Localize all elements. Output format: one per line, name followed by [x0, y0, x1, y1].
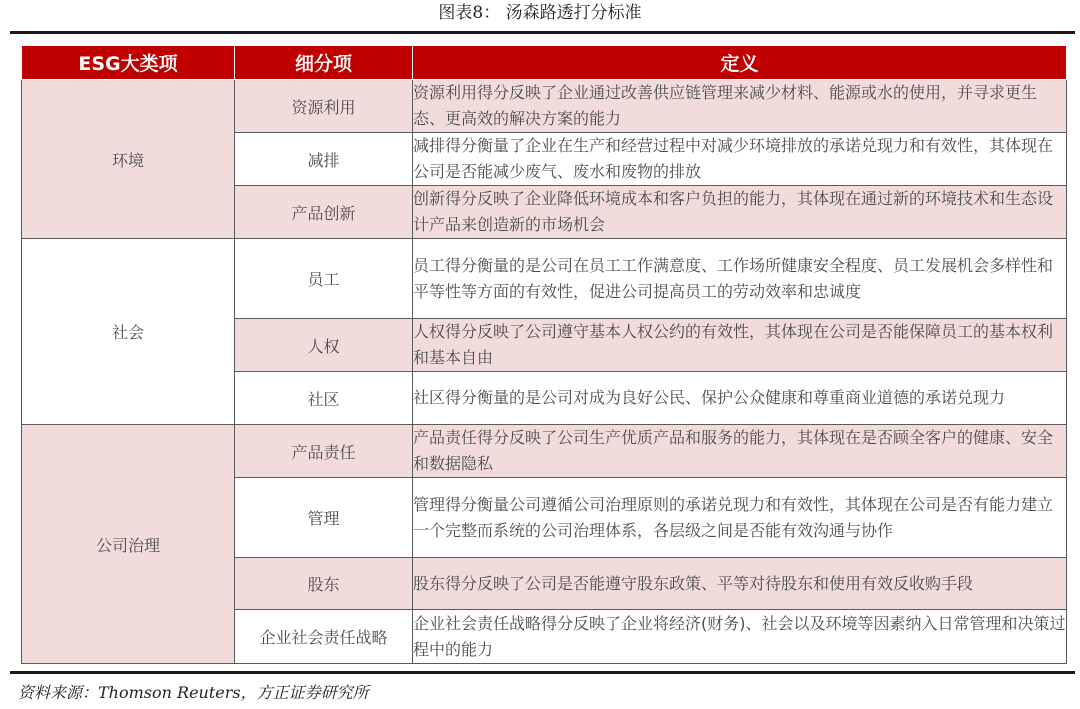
figure-caption: 图表8： 汤森路透打分标准 — [438, 3, 642, 23]
subitem-cell: 减排 — [235, 133, 413, 186]
bottom-rule — [10, 671, 1075, 674]
subitem-cell: 资源利用 — [235, 80, 413, 133]
subitem-cell: 员工 — [235, 239, 413, 319]
definition-cell: 企业社会责任战略得分反映了企业将经济(财务)、社会以及环境等因素纳入日常管理和决策过程中的能力 — [413, 610, 1067, 664]
subitem-cell: 人权 — [235, 319, 413, 372]
subitem-cell: 产品创新 — [235, 186, 413, 239]
top-rule — [10, 31, 1075, 34]
definition-cell: 产品责任得分反映了公司生产优质产品和服务的能力，其体现在是否顾全客户的健康、安全和数据隐私 — [413, 425, 1067, 478]
esg-scoring-table — [21, 45, 1067, 664]
header-definition: 定义 — [413, 46, 1067, 80]
definition-cell: 管理得分衡量公司遵循公司治理原则的承诺兑现力和有效性，其体现在公司是否有能力建立一个完整而系统的公司治理体系，各层级之间是否能有效沟通与协作 — [413, 478, 1067, 558]
definition-cell: 社区得分衡量的是公司对成为良好公民、保护公众健康和尊重商业道德的承诺兑现力 — [413, 372, 1067, 425]
definition-cell: 创新得分反映了企业降低环境成本和客户负担的能力，其体现在通过新的环境技术和生态设计产品来创造新的市场机会 — [413, 186, 1067, 239]
table-row — [22, 80, 1067, 133]
category-cell: 公司治理 — [22, 425, 235, 664]
definition-cell: 减排得分衡量了企业在生产和经营过程中对减少环境排放的承诺兑现力和有效性，其体现在公司是否能减少废气、废水和废物的排放 — [413, 133, 1067, 186]
header-category: ESG大类项 — [22, 46, 235, 80]
header-subitem: 细分项 — [235, 46, 413, 80]
category-cell: 社会 — [22, 239, 235, 425]
subitem-cell: 管理 — [235, 478, 413, 558]
table-row — [22, 425, 1067, 478]
definition-cell: 资源利用得分反映了企业通过改善供应链管理来减少材料、能源或水的使用，并寻求更生态、更高效的解决方案的能力 — [413, 80, 1067, 133]
definition-cell: 员工得分衡量的是公司在员工工作满意度、工作场所健康安全程度、员工发展机会多样性和平等性等方面的有效性，促进公司提高员工的劳动效率和忠诚度 — [413, 239, 1067, 319]
definition-cell: 股东得分反映了公司是否能遵守股东政策、平等对待股东和使用有效反收购手段 — [413, 558, 1067, 610]
definition-cell: 人权得分反映了公司遵守基本人权公约的有效性，其体现在公司是否能保障员工的基本权利和基本自由 — [413, 319, 1067, 372]
header-row — [22, 46, 1067, 80]
subitem-cell: 社区 — [235, 372, 413, 425]
subitem-cell: 产品责任 — [235, 425, 413, 478]
subitem-cell: 企业社会责任战略 — [235, 610, 413, 664]
source-note: 资料来源：Thomson Reuters，方正证券研究所 — [18, 683, 369, 702]
subitem-cell: 股东 — [235, 558, 413, 610]
category-cell: 环境 — [22, 80, 235, 239]
table-row — [22, 239, 1067, 319]
